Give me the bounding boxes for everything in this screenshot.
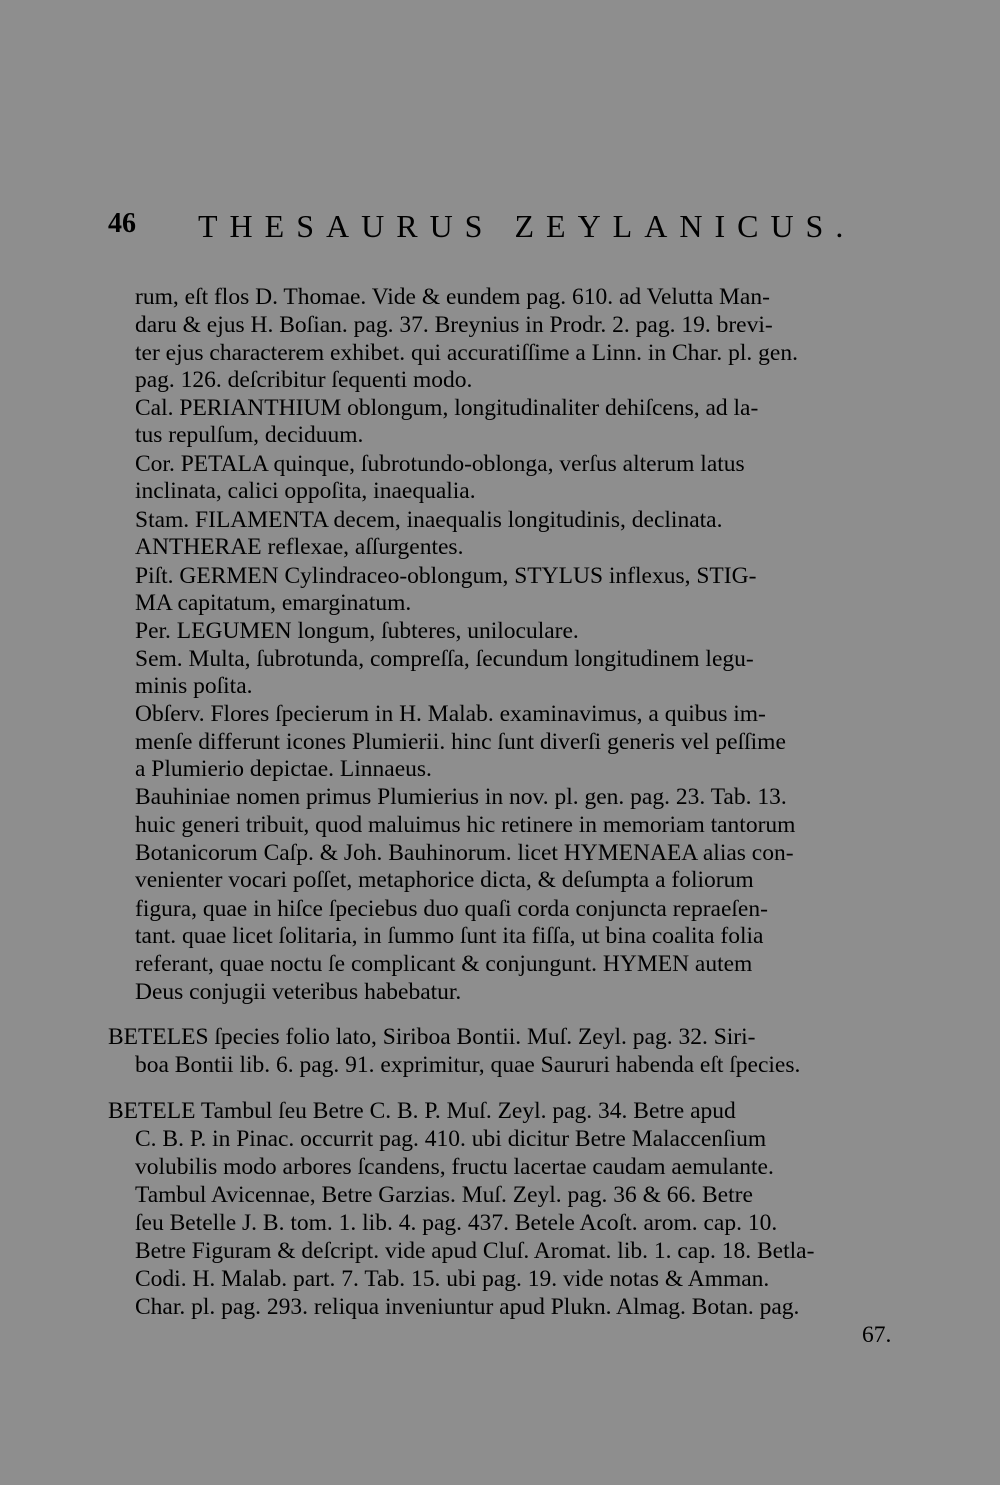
text-line: referant, quae noctu ſe complicant & conjungunt. HYMEN autem — [135, 951, 753, 977]
text-line: ter ejus characterem exhibet. qui accuratiſſime a Linn. in Char. pl. gen. — [135, 340, 798, 366]
text-line: Per. LEGUMEN longum, ſubteres, uniloculare. — [135, 618, 579, 644]
text-line: minis poſita. — [135, 673, 253, 699]
text-line: tus repulſum, deciduum. — [135, 422, 364, 448]
text-line: pag. 126. deſcribitur ſequenti modo. — [135, 367, 473, 393]
text-line: boa Bontii lib. 6. pag. 91. exprimitur, quae Saururi habenda eſt ſpecies. — [135, 1052, 801, 1078]
text-line: ſeu Betelle J. B. tom. 1. lib. 4. pag. 437. Betele Acoſt. arom. cap. 10. — [135, 1210, 778, 1236]
running-title: THESAURUS ZEYLANICUS. — [198, 208, 856, 244]
text-line: Piſt. GERMEN Cylindraceo-oblongum, STYLUS inflexus, STIG- — [135, 563, 757, 589]
text-line: 67. — [862, 1322, 892, 1348]
text-line: rum, eſt flos D. Thomae. Vide & eundem pag. 610. ad Velutta Man- — [135, 284, 770, 310]
text-line: Char. pl. pag. 293. reliqua inveniuntur apud Plukn. Almag. Botan. pag. — [135, 1294, 800, 1320]
text-line: BETELE Tambul ſeu Betre C. B. P. Muſ. Zeyl. pag. 34. Betre apud — [108, 1098, 736, 1124]
text-line: Cor. PETALA quinque, ſubrotundo-oblonga, verſus alterum latus — [135, 451, 745, 477]
text-line: inclinata, calici oppoſita, inaequalia. — [135, 478, 476, 504]
text-line: Tambul Avicennae, Betre Garzias. Muſ. Zeyl. pag. 36 & 66. Betre — [135, 1182, 753, 1208]
text-line: Cal. PERIANTHIUM oblongum, longitudinaliter dehiſcens, ad la- — [135, 395, 759, 421]
text-line: figura, quae in hiſce ſpeciebus duo quaſi corda conjuncta repraeſen- — [135, 896, 768, 922]
page-number: 46 — [108, 208, 136, 239]
text-line: MA capitatum, emarginatum. — [135, 590, 412, 616]
text-line: Obſerv. Flores ſpecierum in H. Malab. examinavimus, a quibus im- — [135, 701, 766, 727]
text-line: BETELES ſpecies folio lato, Siriboa Bontii. Muſ. Zeyl. pag. 32. Siri- — [108, 1024, 756, 1050]
text-line: volubilis modo arbores ſcandens, fructu lacertae caudam aemulante. — [135, 1154, 774, 1180]
text-line: ANTHERAE reflexae, aſſurgentes. — [135, 534, 464, 560]
text-line: Sem. Multa, ſubrotunda, compreſſa, ſecundum longitudinem legu- — [135, 646, 754, 672]
text-line: Stam. FILAMENTA decem, inaequalis longitudinis, declinata. — [135, 507, 723, 533]
text-line: Betre Figuram & deſcript. vide apud Cluſ. Aromat. lib. 1. cap. 18. Betla- — [135, 1238, 815, 1264]
text-line: Deus conjugii veteribus habebatur. — [135, 979, 462, 1005]
text-line: a Plumierio depictae. Linnaeus. — [135, 756, 432, 782]
text-line: venienter vocari poſſet, metaphorice dicta, & deſumpta a foliorum — [135, 867, 754, 893]
text-line: Botanicorum Caſp. & Joh. Bauhinorum. licet HYMENAEA alias con- — [135, 840, 794, 866]
running-header — [108, 208, 898, 248]
text-line: C. B. P. in Pinac. occurrit pag. 410. ubi dicitur Betre Malaccenſium — [135, 1126, 767, 1152]
text-line: huic generi tribuit, quod maluimus hic retinere in memoriam tantorum — [135, 812, 796, 838]
text-line: Bauhiniae nomen primus Plumierius in nov. pl. gen. pag. 23. Tab. 13. — [135, 784, 787, 810]
text-line: menſe differunt icones Plumierii. hinc ſunt diverſi generis vel peſſime — [135, 729, 786, 755]
text-line: Codi. H. Malab. part. 7. Tab. 15. ubi pag. 19. vide notas & Amman. — [135, 1266, 770, 1292]
text-line: daru & ejus H. Boſian. pag. 37. Breynius in Prodr. 2. pag. 19. brevi- — [135, 312, 773, 338]
text-line: tant. quae licet ſolitaria, in ſummo ſunt ita fiſſa, ut bina coalita folia — [135, 923, 764, 949]
